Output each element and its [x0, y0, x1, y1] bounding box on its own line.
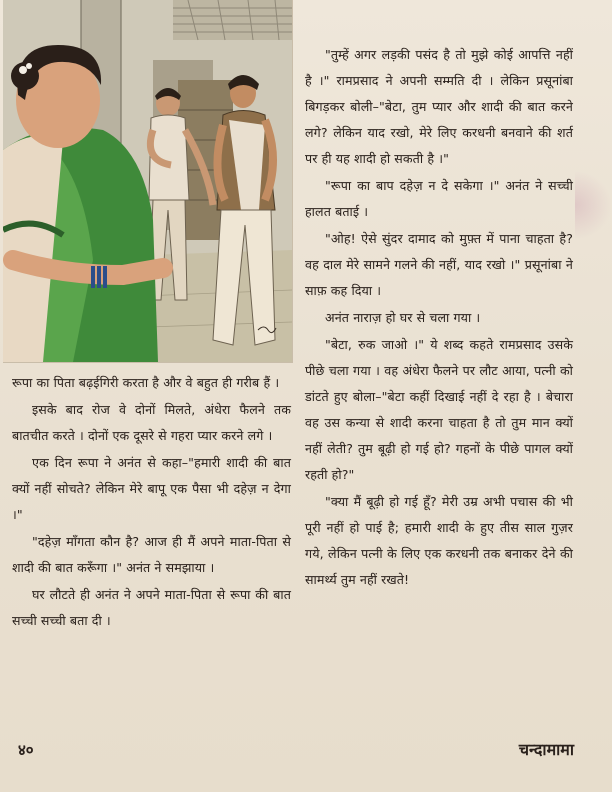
- paragraph: "क्या मैं बूढ़ी हो गई हूँ? मेरी उम्र अभी पचास की भी पूरी नहीं हो पाई है; हमारी शादी के हुए तीस साल गुज़र गये, लेकिन पत्नी के लिए एक करधनी तक बनाकर देने की सामर्थ्य तुम नहीं रखते!: [305, 494, 573, 587]
- paragraph: घर लौटते ही अनंत ने अपने माता-पिता से रूपा की बात सच्ची सच्ची बता दी ।: [12, 587, 291, 628]
- paragraph: अनंत नाराज़ हो घर से चला गया ।: [325, 310, 481, 325]
- paragraph: "ओह! ऐसे सुंदर दामाद को मुफ़्त में पाना चाहता है? वह दाल मेरे सामने गलने की नहीं, याद रखो ।" प्रसूनांबा ने साफ़ कह दिया ।: [305, 231, 573, 298]
- paragraph: रूपा का पिता बढ़ईगिरी करता है और वे बहुत ही गरीब हैं ।: [12, 375, 280, 390]
- paragraph: "बेटा, रुक जाओ ।" ये शब्द कहते रामप्रसाद उसके पीछे चला गया । वह अंधेरा फैलने पर लौट आया, पत्नी को डांटते हुए बोला–"बेटा कहीं दिखाई नहीं दे रहा है । बेचारा वह उस कन्या से शादी करना चाहता है तो तुम मान क्यों नहीं लेती? तुम बूढ़ी हो गई हो? गहनों के पीछे पागल क्यों रहती हो?": [305, 337, 573, 482]
- paragraph: "रूपा का बाप दहेज़ न दे सकेगा ।" अनंत ने सच्ची हालत बताई ।: [305, 178, 573, 219]
- paper-showthrough: [575, 170, 612, 240]
- right-text-column: [305, 42, 573, 594]
- paragraph: "दहेज़ माँगता कौन है? आज ही मैं अपने माता-पिता से शादी की बात करूँगा ।" अनंत ने समझाया ।: [12, 534, 291, 575]
- left-text-column: [12, 370, 291, 635]
- illustration-drawing: [3, 0, 292, 362]
- story-illustration: [3, 0, 293, 363]
- paragraph: इसके बाद रोज वे दोनों मिलते, अंधेरा फैलने तक बातचीत करते । दोनों एक दूसरे से गहरा प्यार करने लगे ।: [12, 402, 291, 443]
- paragraph: "तुम्हें अगर लड़की पसंद है तो मुझे कोई आपत्ति नहीं है ।" रामप्रसाद ने अपनी सम्मति दी । लेकिन प्रसूनांबा बिगड़कर बोली–"बेटा, तुम प्यार और शादी की बात करने लगे? लेकिन याद रखो, मेरे लिए करधनी बनवाने की शर्त पर ही यह शादी हो सकती है ।": [305, 47, 573, 166]
- page-number: ४०: [18, 741, 34, 759]
- paragraph: एक दिन रूपा ने अनंत से कहा–"हमारी शादी की बात क्यों नहीं सोचते? लेकिन मेरे बापू एक पैसा भी दहेज़ न देगा ।": [12, 455, 291, 522]
- magazine-name: चन्दामामा: [518, 740, 574, 759]
